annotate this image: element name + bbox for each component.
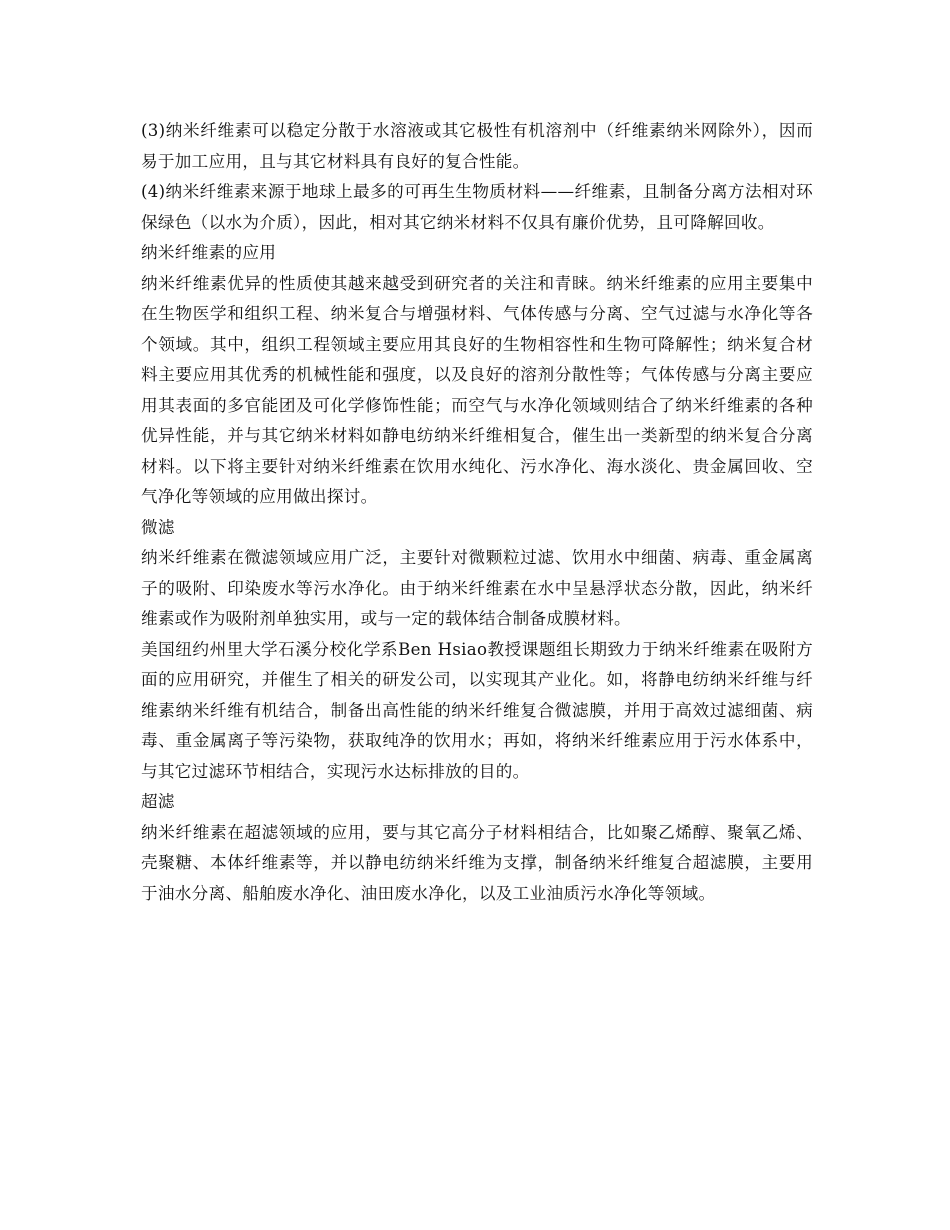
para-microfiltration-1: 纳米纤维素在微滤领域应用广泛，主要针对微颗粒过滤、饮用水中细菌、病毒、重金属离子的吸附、印染废水等污水净化。由于纳米纤维素在水中呈悬浮状态分散，因此，纳米纤维素或作为吸附剂单独实用，或与一定的载体结合制备成膜材料。	[141, 548, 813, 628]
para-point-3: (3)纳米纤维素可以稳定分散于水溶液或其它极性有机溶剂中（纤维素纳米网除外），因而易于加工应用，且与其它材料具有良好的复合性能。	[141, 121, 813, 171]
para-point-4: (4)纳米纤维素来源于地球上最多的可再生生物质材料——纤维素，且制备分离方法相对环保绿色（以水为介质），因此，相对其它纳米材料不仅具有廉价优势，且可降解回收。	[141, 182, 813, 232]
heading-microfiltration: 微滤	[141, 517, 175, 537]
para-microfiltration-2: 美国纽约州里大学石溪分校化学系Ben Hsiao教授课题组长期致力于纳米纤维素在吸附方面的应用研究，并催生了相关的研发公司，以实现其产业化。如，将静电纺纳米纤维与纤维素纳米纤维有机结合，制备出高性能的纳米纤维复合微滤膜，并用于高效过滤细菌、病毒、重金属离子等污染物，获取纯净的饮用水；再如，将纳米纤维素应用于污水体系中，与其它过滤环节相结合，实现污水达标排放的目的。	[141, 639, 813, 781]
heading-ultrafiltration: 超滤	[141, 792, 175, 811]
heading-applications: 纳米纤维素的应用	[141, 243, 277, 262]
para-applications: 纳米纤维素优异的性质使其越来越受到研究者的关注和青睐。纳米纤维素的应用主要集中在生物医学和组织工程、纳米复合与增强材料、气体传感与分离、空气过滤与水净化等各个领域。其中，组织工程领域主要应用其良好的生物相容性和生物可降解性；纳米复合材料主要应用其优秀的机械性能和强度，以及良好的溶剂分散性等；气体传感与分离主要应用其表面的多官能团及可化学修饰性能；而空气与水净化领域则结合了纳米纤维素的各种优异性能，并与其它纳米材料如静电纺纳米纤维相复合，催生出一类新型的纳米复合分离材料。以下将主要针对纳米纤维素在饮用水纯化、污水净化、海水淡化、贵金属回收、空气净化等领域的应用做出探讨。	[141, 273, 813, 506]
document-body	[141, 116, 813, 909]
para-ultrafiltration: 纳米纤维素在超滤领域的应用，要与其它高分子材料相结合，比如聚乙烯醇、聚氧乙烯、壳聚糖、本体纤维素等，并以静电纺纳米纤维为支撑，制备纳米纤维复合超滤膜，主要用于油水分离、船舶废水净化、油田废水净化，以及工业油质污水净化等领域。	[141, 822, 813, 903]
